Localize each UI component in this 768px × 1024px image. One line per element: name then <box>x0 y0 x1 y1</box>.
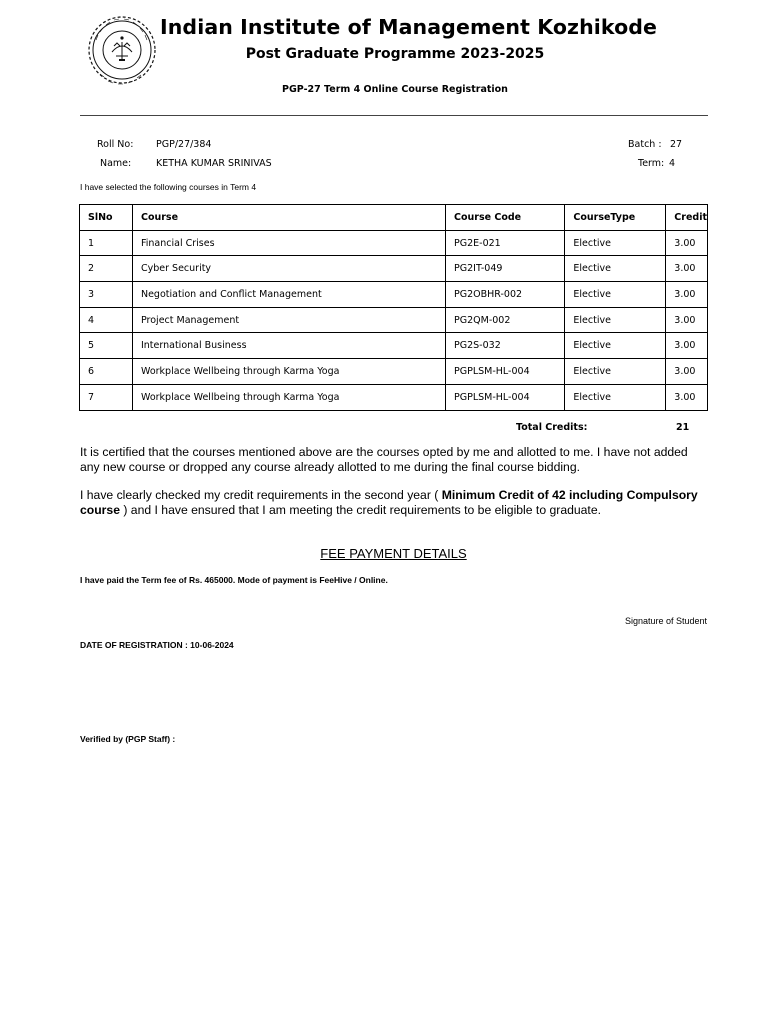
term-label: Term: <box>638 158 665 169</box>
cell-course: Negotiation and Conflict Management <box>132 282 445 308</box>
cell-credit: 3.00 <box>666 307 708 333</box>
programme-title: Post Graduate Programme 2023-2025 <box>245 46 545 62</box>
table-row <box>80 307 708 333</box>
roll-no-label: Roll No: <box>97 139 134 150</box>
credit-check-bold: Minimum Credit of 42 including Compulsory course <box>80 488 698 517</box>
verified-by: Verified by (PGP Staff) : <box>80 734 176 744</box>
term-value: 4 <box>669 158 676 169</box>
header-course-code: Course Code <box>446 205 565 231</box>
total-credits-value: 21 <box>676 422 690 433</box>
cell-slno: 5 <box>80 333 133 359</box>
cell-credit: 3.00 <box>666 230 708 256</box>
cell-course-code: PG2IT-049 <box>446 256 565 282</box>
table-row <box>80 359 708 385</box>
signature-label: Signature of Student <box>624 616 707 626</box>
institute-logo <box>86 12 158 96</box>
header-course-type: CourseType <box>565 205 666 231</box>
cell-course-type: Elective <box>565 384 666 410</box>
header-slno: SlNo <box>80 205 133 231</box>
cell-course: Financial Crises <box>132 230 445 256</box>
cell-slno: 2 <box>80 256 133 282</box>
batch-label: Batch : <box>628 139 662 150</box>
cell-course: Project Management <box>132 307 445 333</box>
cell-credit: 3.00 <box>666 359 708 385</box>
cell-credit: 3.00 <box>666 333 708 359</box>
cell-course: International Business <box>132 333 445 359</box>
cell-course-code: PG2QM-002 <box>446 307 565 333</box>
batch-value: 27 <box>670 139 683 150</box>
table-row <box>80 256 708 282</box>
certification-text: It is certified that the courses mentioned above are the courses opted by me and allotted to me. I have not added any new course or dropped any course already allotted to me during the final course bidding. <box>80 445 688 474</box>
cell-course-code: PG2OBHR-002 <box>446 282 565 308</box>
cell-credit: 3.00 <box>666 384 708 410</box>
cell-slno: 6 <box>80 359 133 385</box>
total-credits-label: Total Credits: <box>516 422 588 433</box>
cell-credit: 3.00 <box>666 282 708 308</box>
name-label: Name: <box>100 158 132 169</box>
cell-course-type: Elective <box>565 359 666 385</box>
table-row <box>80 384 708 410</box>
cell-course-type: Elective <box>565 230 666 256</box>
cell-course: Workplace Wellbeing through Karma Yoga <box>132 384 445 410</box>
institute-title: Indian Institute of Management Kozhikode <box>160 15 658 39</box>
header-credit: Credit <box>666 205 708 231</box>
iim-kozhikode-emblem-icon <box>86 12 158 96</box>
roll-no-value: PGP/27/384 <box>156 139 212 150</box>
cell-slno: 1 <box>80 230 133 256</box>
cell-course-code: PGPLSM-HL-004 <box>446 359 565 385</box>
cell-course: Cyber Security <box>132 256 445 282</box>
table-row <box>80 282 708 308</box>
credit-check-text <box>80 488 710 517</box>
fee-payment-text: I have paid the Term fee of Rs. 465000. Mode of payment is FeeHive / Online. <box>80 575 388 585</box>
table-header-row <box>80 205 708 231</box>
cell-slno: 4 <box>80 307 133 333</box>
course-table <box>79 204 708 411</box>
cell-course-code: PGPLSM-HL-004 <box>446 384 565 410</box>
name-value: KETHA KUMAR SRINIVAS <box>156 158 272 169</box>
credit-check-pre: I have clearly checked my credit requirements in the second year ( <box>80 488 442 502</box>
intro-text: I have selected the following courses in Term 4 <box>80 182 257 192</box>
cell-credit: 3.00 <box>666 256 708 282</box>
credit-check-post: ) and I have ensured that I am meeting the credit requirements to be eligible to graduate. <box>119 502 601 517</box>
registration-date: DATE OF REGISTRATION : 10-06-2024 <box>80 640 234 650</box>
registration-title: PGP-27 Term 4 Online Course Registration <box>282 84 508 95</box>
cell-slno: 7 <box>80 384 133 410</box>
cell-course-code: PG2E-021 <box>446 230 565 256</box>
table-row <box>80 333 708 359</box>
cell-course-type: Elective <box>565 307 666 333</box>
cell-course-type: Elective <box>565 256 666 282</box>
cell-slno: 3 <box>80 282 133 308</box>
cell-course-code: PG2S-032 <box>446 333 565 359</box>
fee-payment-title: FEE PAYMENT DETAILS <box>320 546 467 561</box>
header-course: Course <box>132 205 445 231</box>
header-divider <box>80 115 708 116</box>
cell-course-type: Elective <box>565 333 666 359</box>
cell-course: Workplace Wellbeing through Karma Yoga <box>132 359 445 385</box>
cell-course-type: Elective <box>565 282 666 308</box>
table-row <box>80 230 708 256</box>
